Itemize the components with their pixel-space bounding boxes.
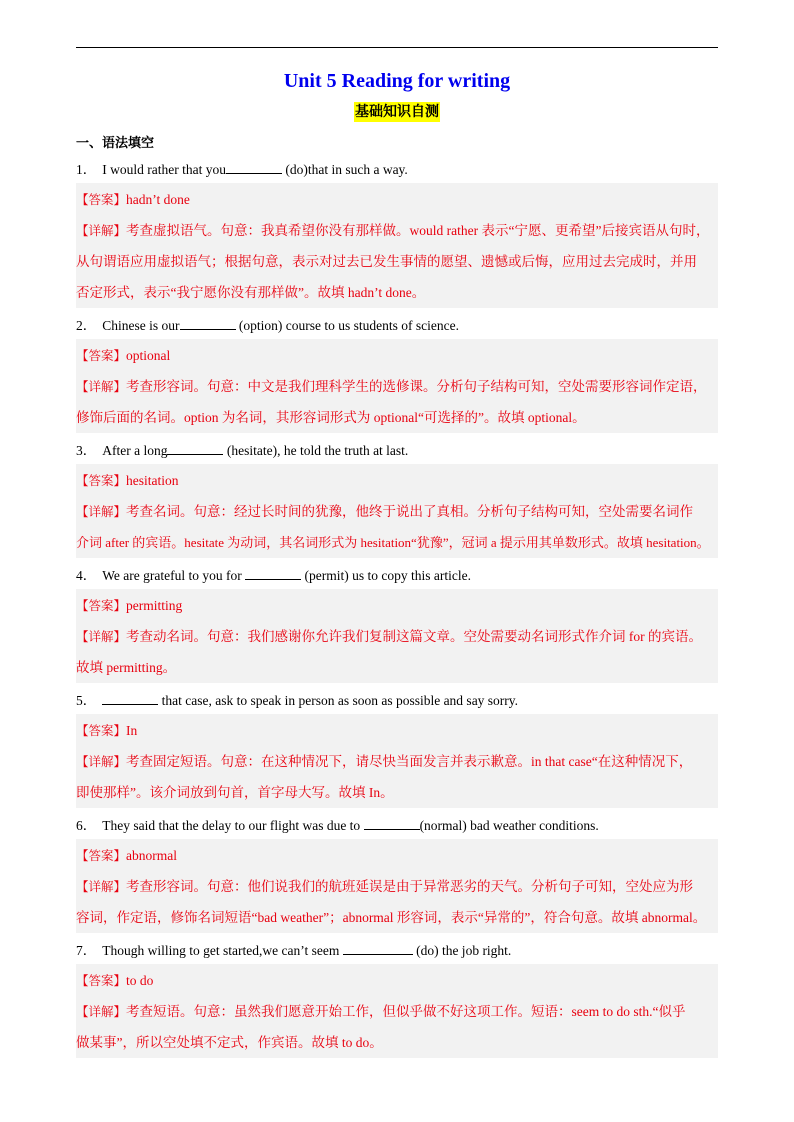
answer-blank (245, 565, 301, 580)
question-4 (76, 565, 718, 586)
answer-value: optional (126, 348, 171, 363)
question-1 (76, 159, 718, 180)
detail-line: 否定形式，表示“我宁愿你没有那样做”。故填 hadn’t done。 (76, 285, 426, 300)
question-5 (76, 690, 718, 711)
detail-line: 修饰后面的名词。option 为名词，其形容词形式为 optional“可选择的”。故填 optional。 (76, 410, 586, 425)
answer-value: hadn’t done (126, 192, 190, 207)
detail-line: 故填 permitting。 (76, 660, 177, 675)
detail-line: 从句谓语应用虚拟语气；根据句意，表示对过去已发生事情的愿望、遗憾或后悔，应用过去完成时，并用 (76, 254, 697, 269)
answer-label: 【答案】 (76, 348, 127, 363)
answer-line (76, 346, 718, 366)
question-number: 7． (76, 943, 97, 958)
question-text: (do) the job right. (412, 943, 512, 958)
question-2 (76, 315, 718, 336)
answer-value: hesitation (126, 473, 179, 488)
detail-line: 【详解】考查动名词。句意：我们感谢你允许我们复制这篇文章。空处需要动名词形式作介词 for 的宾语。 (76, 629, 703, 644)
answer-line (76, 471, 718, 491)
question-number: 5． (76, 693, 97, 708)
highlighted-subtitle: 基础知识自测 (355, 104, 439, 120)
subtitle-wrapper (76, 102, 718, 122)
answer-blank (102, 690, 158, 705)
answer-blank (364, 815, 420, 830)
answer-blank (226, 159, 282, 174)
answer-label: 【答案】 (76, 973, 127, 988)
answer-value: abnormal (126, 848, 177, 863)
question-text: I would rather that you (102, 162, 226, 177)
section-heading: 一、语法填空 (76, 136, 155, 151)
question-text: (do)that in such a way. (281, 162, 408, 177)
answer-line (76, 190, 718, 210)
question-number: 4． (76, 568, 97, 583)
detail-line: 【详解】考查名词。句意：经过长时间的犹豫，他终于说出了真相。分析句子结构可知，空处需要名词作 (76, 504, 694, 519)
answer-box-4 (76, 589, 718, 683)
question-text: (option) course to us students of science. (235, 318, 459, 333)
detail-label: 【详解】 (76, 223, 127, 238)
answer-box-1 (76, 183, 718, 308)
detail-label: 【详解】 (76, 504, 127, 519)
detail-line: 介词 after 的宾语。hesitate 为动词，其名词形式为 hesitation“犹豫”，冠词 a 提示用其单数形式。故填 hesitation。 (76, 535, 710, 550)
detail-label: 【详解】 (76, 1004, 127, 1019)
question-text: that case, ask to speak in person as soon as possible and say sorry. (158, 693, 519, 708)
answer-line (76, 846, 718, 866)
detail-label: 【详解】 (76, 754, 127, 769)
answer-value: In (126, 723, 138, 738)
answer-box-7 (76, 964, 718, 1058)
answer-blank (343, 940, 413, 955)
question-number: 6． (76, 818, 97, 833)
detail-line: 【详解】考查虚拟语气。句意：我真希望你没有那样做。would rather 表示“宁愿、更希望”后接宾语从句时， (76, 223, 710, 238)
header-rule (76, 47, 718, 48)
question-text: After a long (102, 443, 168, 458)
answer-label: 【答案】 (76, 848, 127, 863)
detail-label: 【详解】 (76, 629, 127, 644)
answer-blank (180, 315, 236, 330)
detail-line: 【详解】考查固定短语。句意：在这种情况下，请尽快当面发言并表示歉意。in that case“在这种情况下， (76, 754, 693, 769)
detail-line: 【详解】考查形容词。句意：他们说我们的航班延误是由于异常恶劣的天气。分析句子可知，空处应为形 (76, 879, 694, 894)
question-text: (normal) bad weather conditions. (419, 818, 599, 833)
question-text: They said that the delay to our flight was due to (102, 818, 364, 833)
question-number: 3． (76, 443, 97, 458)
question-text: Chinese is our (102, 318, 180, 333)
question-6 (76, 815, 718, 836)
answer-line (76, 721, 718, 741)
question-7 (76, 940, 718, 961)
answer-label: 【答案】 (76, 473, 127, 488)
detail-line: 【详解】考查形容词。句意：中文是我们理科学生的选修课。分析句子结构可知，空处需要形容词作定语， (76, 379, 707, 394)
answer-label: 【答案】 (76, 723, 127, 738)
answer-box-3 (76, 464, 718, 558)
answer-line (76, 596, 718, 616)
answer-box-6 (76, 839, 718, 933)
question-text: (permit) us to copy this article. (301, 568, 471, 583)
question-text: We are grateful to you for (102, 568, 246, 583)
question-text: Though willing to get started,we can’t seem (102, 943, 343, 958)
question-3 (76, 440, 718, 461)
answer-box-5 (76, 714, 718, 808)
detail-line: 即使那样”。该介词放到句首，首字母大写。故填 In。 (76, 785, 394, 800)
answer-value: to do (126, 973, 154, 988)
question-text: (hesitate), he told the truth at last. (223, 443, 409, 458)
question-number: 2． (76, 318, 97, 333)
detail-line: 【详解】考查短语。句意：虽然我们愿意开始工作，但似乎做不好这项工作。短语：seem to do sth.“似乎 (76, 1004, 686, 1019)
detail-label: 【详解】 (76, 379, 127, 394)
question-number: 1． (76, 162, 97, 177)
answer-line (76, 971, 718, 991)
detail-line: 做某事”，所以空处填不定式，作宾语。故填 to do。 (76, 1035, 383, 1050)
detail-label: 【详解】 (76, 879, 127, 894)
page-title: Unit 5 Reading for writing (283, 70, 511, 92)
detail-line: 容词，作定语，修饰名词短语“bad weather”；abnormal 形容词，表示“异常的”，符合句意。故填 abnormal。 (76, 910, 707, 925)
answer-label: 【答案】 (76, 598, 127, 613)
answer-label: 【答案】 (76, 192, 127, 207)
answer-box-2 (76, 339, 718, 433)
answer-blank (167, 440, 223, 455)
answer-value: permitting (126, 598, 183, 613)
